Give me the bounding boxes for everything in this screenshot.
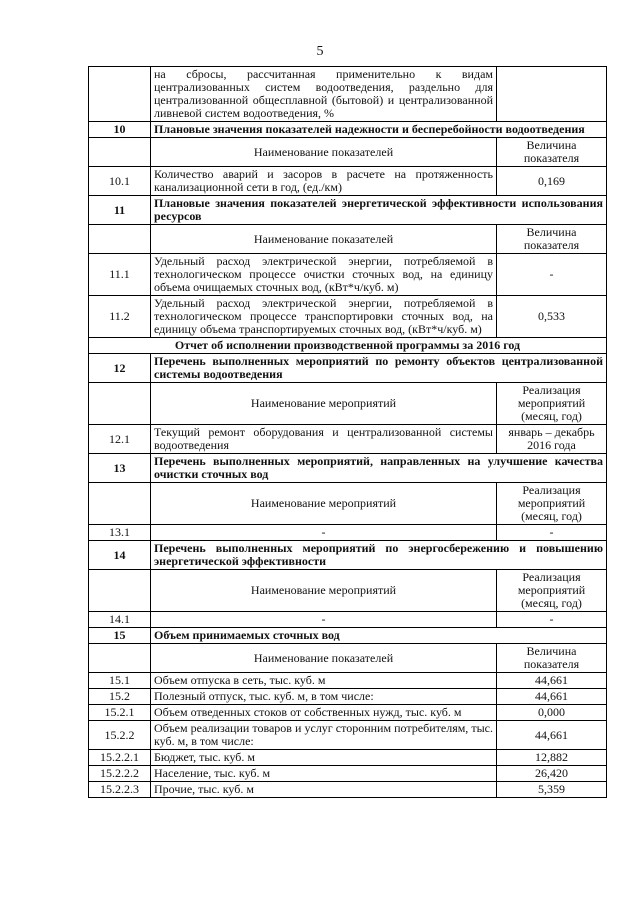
table-row-item <box>89 689 607 705</box>
table-row-item <box>89 525 607 541</box>
section-number: 14 <box>89 541 151 570</box>
column-header-value: Величина показателя <box>497 644 607 673</box>
item-name: - <box>151 612 497 628</box>
item-value: 0,533 <box>497 296 607 338</box>
table-row-item <box>89 750 607 766</box>
table-row-header <box>89 225 607 254</box>
item-number: 15.2.2.1 <box>89 750 151 766</box>
column-header-value: Реализация мероприятий (месяц, год) <box>497 383 607 425</box>
page-number: 5 <box>316 44 324 59</box>
report-banner: Отчет об исполнении производственной программы за 2016 год <box>89 338 607 354</box>
section-number: 10 <box>89 122 151 138</box>
section-number: 11 <box>89 196 151 225</box>
table-row-header <box>89 138 607 167</box>
table-row-item <box>89 167 607 196</box>
item-name: Бюджет, тыс. куб. м <box>151 750 497 766</box>
item-value: январь – декабрь 2016 года <box>497 425 607 454</box>
item-number: 13.1 <box>89 525 151 541</box>
item-number: 15.2.2 <box>89 721 151 750</box>
table-row-section <box>89 196 607 225</box>
indicator-value <box>497 67 607 122</box>
item-name: Объем отпуска в сеть, тыс. куб. м <box>151 673 497 689</box>
item-name: Количество аварий и засоров в расчете на протяженность канализационной сети в год, (ед./км) <box>151 167 497 196</box>
column-header-value: Реализация мероприятий (месяц, год) <box>497 570 607 612</box>
row-number-cell <box>89 644 151 673</box>
table-row-item <box>89 425 607 454</box>
indicator-name: на сбросы, рассчитанная применительно к видам централизованных систем водоотведения, раздельно для централизованной общесплавной (бытовой) и централизованной ливневой систем водоотведения, % <box>151 67 497 122</box>
item-value: 0,000 <box>497 705 607 721</box>
table-row-section <box>89 454 607 483</box>
item-value: 26,420 <box>497 766 607 782</box>
indicators-table <box>88 66 607 798</box>
column-header-value: Величина показателя <box>497 138 607 167</box>
section-title: Плановые значения показателей энергетической эффективности использования ресурсов <box>151 196 607 225</box>
item-name: Полезный отпуск, тыс. куб. м, в том числе: <box>151 689 497 705</box>
item-name: Объем отведенных стоков от собственных нужд, тыс. куб. м <box>151 705 497 721</box>
row-number-cell <box>89 383 151 425</box>
item-number: 12.1 <box>89 425 151 454</box>
table-row-header <box>89 644 607 673</box>
item-value: 0,169 <box>497 167 607 196</box>
section-number: 13 <box>89 454 151 483</box>
table-row-item <box>89 766 607 782</box>
table-row-banner <box>89 338 607 354</box>
column-header-value: Реализация мероприятий (месяц, год) <box>497 483 607 525</box>
item-value: 12,882 <box>497 750 607 766</box>
table-row-section <box>89 541 607 570</box>
column-header-name: Наименование показателей <box>151 138 497 167</box>
item-number: 15.2 <box>89 689 151 705</box>
section-number: 12 <box>89 354 151 383</box>
item-name: Текущий ремонт оборудования и централизованной системы водоотведения <box>151 425 497 454</box>
table-row-item <box>89 296 607 338</box>
item-value: 5,359 <box>497 782 607 798</box>
column-header-name: Наименование мероприятий <box>151 483 497 525</box>
section-title: Объем принимаемых сточных вод <box>151 628 607 644</box>
item-value: - <box>497 612 607 628</box>
item-value: - <box>497 525 607 541</box>
table-row-item <box>89 612 607 628</box>
row-number-cell <box>89 225 151 254</box>
item-name: Удельный расход электрической энергии, потребляемой в технологическом процессе транспортировки сточных вод, на единицу объема транспортируемых сточных вод, (кВт*ч/куб. м) <box>151 296 497 338</box>
item-name: Прочие, тыс. куб. м <box>151 782 497 798</box>
item-name: Объем реализации товаров и услуг сторонним потребителям, тыс. куб. м, в том числе: <box>151 721 497 750</box>
table-row-section <box>89 122 607 138</box>
item-value: 44,661 <box>497 721 607 750</box>
item-number: 15.2.2.3 <box>89 782 151 798</box>
table-row-item <box>89 254 607 296</box>
item-name: Удельный расход электрической энергии, потребляемой в технологическом процессе очистки сточных вод, на единицу объема очищаемых сточных вод, (кВт*ч/куб. м) <box>151 254 497 296</box>
item-number: 10.1 <box>89 167 151 196</box>
table-row-item <box>89 705 607 721</box>
table-row-item <box>89 673 607 689</box>
row-number-cell <box>89 138 151 167</box>
column-header-name: Наименование мероприятий <box>151 570 497 612</box>
item-name: Население, тыс. куб. м <box>151 766 497 782</box>
item-number: 15.2.1 <box>89 705 151 721</box>
table-row-section <box>89 354 607 383</box>
table-row-cont <box>89 67 607 122</box>
item-number: 11.2 <box>89 296 151 338</box>
item-value: 44,661 <box>497 673 607 689</box>
table-row-header <box>89 483 607 525</box>
column-header-value: Величина показателя <box>497 225 607 254</box>
item-value: 44,661 <box>497 689 607 705</box>
table-row-item <box>89 721 607 750</box>
section-title: Плановые значения показателей надежности и бесперебойности водоотведения <box>151 122 607 138</box>
table-row-section <box>89 628 607 644</box>
row-number-cell <box>89 483 151 525</box>
section-title: Перечень выполненных мероприятий по ремонту объектов централизованной системы водоотведения <box>151 354 607 383</box>
row-number-cell <box>89 67 151 122</box>
section-title: Перечень выполненных мероприятий, направленных на улучшение качества очистки сточных вод <box>151 454 607 483</box>
table-row-header <box>89 383 607 425</box>
section-number: 15 <box>89 628 151 644</box>
item-number: 15.2.2.2 <box>89 766 151 782</box>
item-number: 11.1 <box>89 254 151 296</box>
row-number-cell <box>89 570 151 612</box>
table-row-header <box>89 570 607 612</box>
item-number: 14.1 <box>89 612 151 628</box>
column-header-name: Наименование мероприятий <box>151 383 497 425</box>
column-header-name: Наименование показателей <box>151 225 497 254</box>
column-header-name: Наименование показателей <box>151 644 497 673</box>
item-number: 15.1 <box>89 673 151 689</box>
section-title: Перечень выполненных мероприятий по энергосбережению и повышению энергетической эффективности <box>151 541 607 570</box>
item-value: - <box>497 254 607 296</box>
table-row-item <box>89 782 607 798</box>
item-name: - <box>151 525 497 541</box>
